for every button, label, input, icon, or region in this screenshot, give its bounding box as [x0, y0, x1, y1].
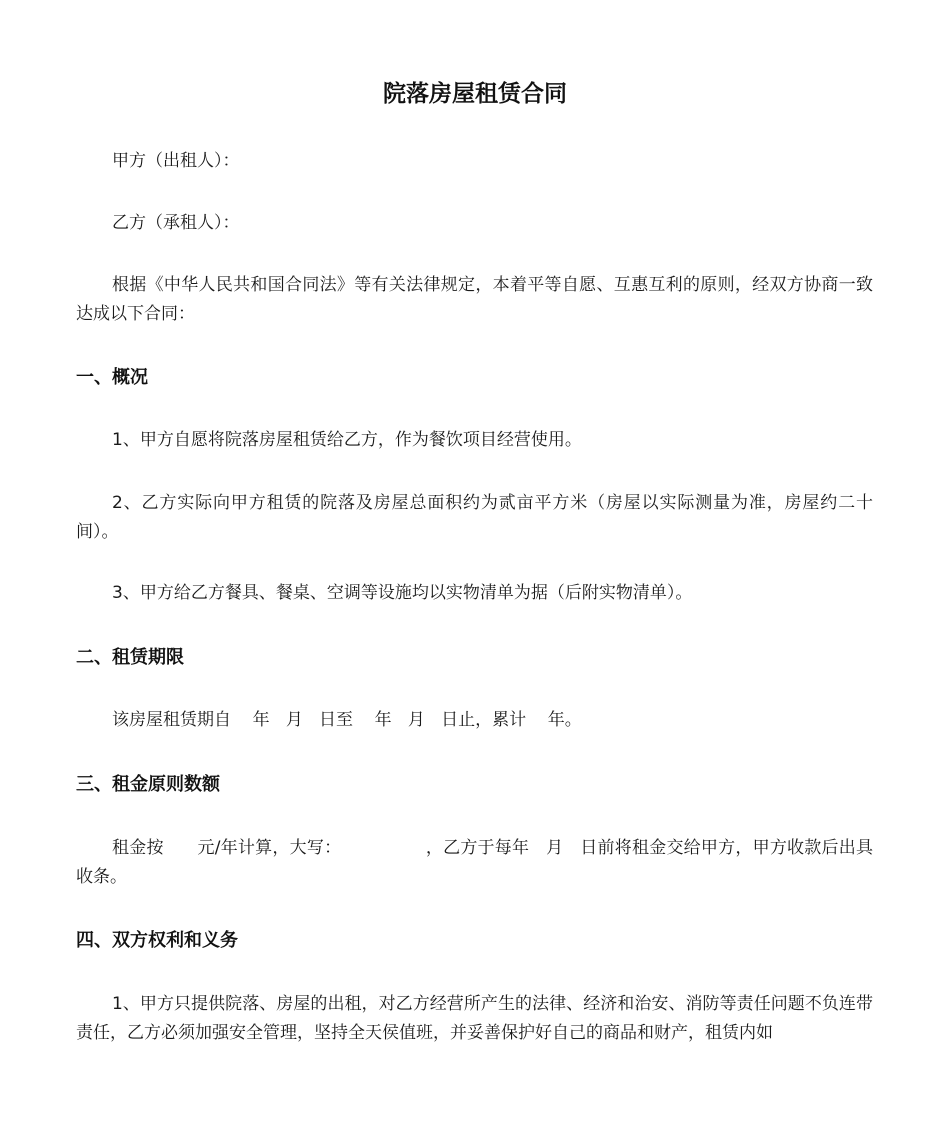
overview-clause-3: 3、甲方给乙方餐具、餐桌、空调等设施均以实物清单为据（后附实物清单）。: [112, 583, 693, 603]
preamble-paragraph: 根据《中华人民共和国合同法》等有关法律规定，本着平等自愿、互惠互利的原则，经双方协商一致达成以下合同：: [76, 275, 873, 324]
document-title: 院落房屋租赁合同: [383, 81, 567, 107]
section-heading-rent: 三、租金原则数额: [76, 774, 220, 795]
section-heading-rights-obligations: 四、双方权利和义务: [76, 930, 238, 951]
section-heading-overview: 一、概况: [76, 367, 148, 388]
rent-clause: 租金按 元/年计算，大写： ，乙方于每年 月 日前将租金交给甲方，甲方收款后出具收条。: [76, 838, 873, 887]
overview-clause-2: 2、乙方实际向甲方租赁的院落及房屋总面积约为贰亩平方米（房屋以实际测量为准，房屋约二十间）。: [76, 493, 873, 542]
section-heading-term: 二、租赁期限: [76, 647, 184, 668]
term-clause: 该房屋租赁期自 年 月 日至 年 月 日止，累计 年。: [112, 710, 582, 730]
party-a-line: 甲方（出租人）：: [112, 151, 240, 171]
rights-clause-1: 1、甲方只提供院落、房屋的出租，对乙方经营所产生的法律、经济和治安、消防等责任问题不负连带责任，乙方必须加强安全管理，坚持全天侯值班，并妥善保护好自己的商品和财产，租赁内如: [76, 994, 873, 1043]
overview-clause-1: 1、甲方自愿将院落房屋租赁给乙方，作为餐饮项目经营使用。: [112, 430, 582, 450]
party-b-line: 乙方（承租人）：: [112, 213, 240, 233]
